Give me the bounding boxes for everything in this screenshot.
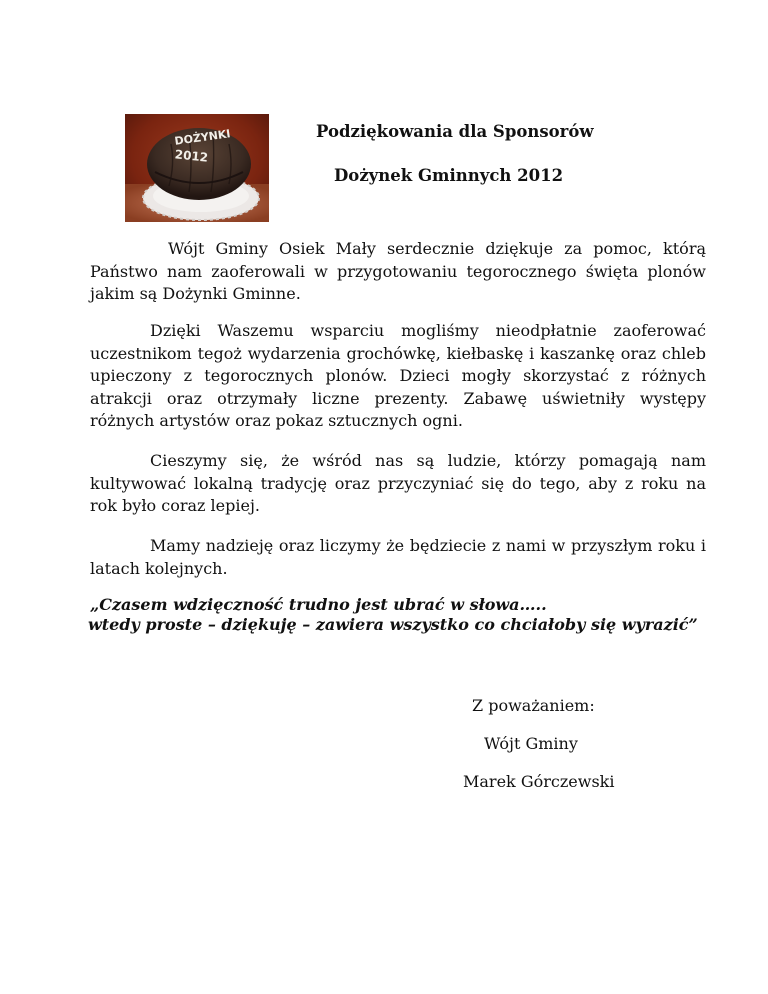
signature-name: Marek Górczewski xyxy=(463,772,615,791)
quote-line-2: wtedy proste – dziękuję – zawiera wszystko co chciałoby się wyrazić” xyxy=(88,615,698,634)
quote-line-1: „Czasem wdzięczność trudno jest ubrać w słowa….. xyxy=(90,595,547,614)
paragraph-tradition: Cieszymy się, że wśród nas są ludzie, którzy pomagają nam kultywować lokalną tradycję oraz przyczyniać się do tego, aby z roku na rok było coraz lepiej. xyxy=(90,451,706,515)
signature-role: Wójt Gminy xyxy=(484,734,578,753)
title-line-1: Podziękowania dla Sponsorów xyxy=(316,122,594,141)
harvest-bread-photo xyxy=(125,114,269,222)
paragraph-thanks: Wójt Gminy Osiek Mały serdecznie dziękuje za pomoc, którą Państwo nam zaoferowali w przygotowaniu tegorocznego święta plonów jakim są Dożynki Gminne. xyxy=(90,239,706,303)
signature-closing: Z poważaniem: xyxy=(472,696,595,715)
svg-text:2012: 2012 xyxy=(174,147,209,165)
title-line-2: Dożynek Gminnych 2012 xyxy=(334,166,564,185)
paragraph-hope: Mamy nadzieję oraz liczymy że będziecie z nami w przyszłym roku i latach kolejnych. xyxy=(90,536,706,578)
svg-text:DOŻYNKI: DOŻYNKI xyxy=(173,127,232,148)
quote-block xyxy=(90,595,706,635)
paragraph-support: Dzięki Waszemu wsparciu mogliśmy nieodpłatnie zaoferować uczestnikom tegoż wydarzenia grochówkę, kiełbaskę i kaszankę oraz chleb upieczony z tegorocznych plonów. Dzieci mogły skorzystać z różnych atrakcji oraz otrzymały liczne prezenty. Zabawę uświetniły występy różnych artystów oraz pokaz sztucznych ogni. xyxy=(90,321,706,430)
